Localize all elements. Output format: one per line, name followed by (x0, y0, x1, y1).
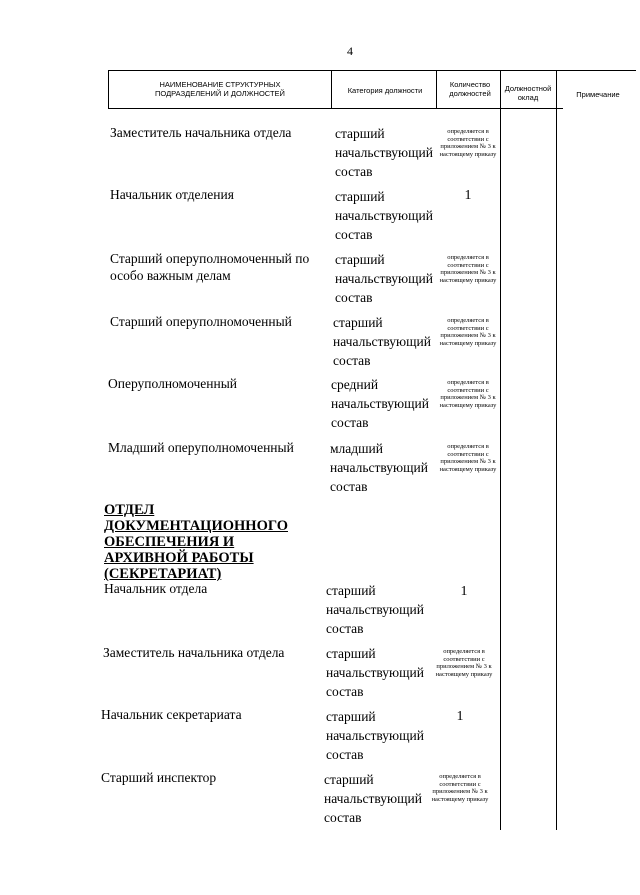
row-quantity: определяется в соответствии с приложением № 3 к настоящему приказу (439, 128, 497, 158)
header-name: НАИМЕНОВАНИЕ СТРУКТУРНЫХ ПОДРАЗДЕЛЕНИЙ И ДОЛЖНОСТЕЙ (155, 80, 285, 98)
page-number: 4 (347, 44, 353, 58)
row-category: старший начальствующий состав (333, 315, 431, 368)
row-quantity: определяется в соответствии с приложением № 3 к настоящему приказу (439, 443, 497, 473)
row-category: старший начальствующий состав (335, 189, 433, 242)
row-name: Младший оперуполномоченный (108, 440, 294, 455)
row-name: Начальник отдела (104, 581, 208, 596)
row-quantity: определяется в соответствии с приложением № 3 к настоящему приказу (439, 254, 497, 284)
row-category: старший начальствующий состав (326, 646, 424, 699)
row-name: Начальник секретариата (101, 707, 242, 722)
row-category: старший начальствующий состав (335, 252, 433, 305)
row-category: младший начальствующий состав (330, 441, 428, 494)
row-category: старший начальствующий состав (326, 709, 424, 762)
col-divider-1 (108, 70, 109, 108)
row-name: Начальник отделения (110, 187, 234, 202)
row-quantity: 1 (460, 584, 468, 599)
section-title: ОТДЕЛ ДОКУМЕНТАЦИОННОГО ОБЕСПЕЧЕНИЯ И АРХИВНОЙ РАБОТЫ (СЕКРЕТАРИАТ) (104, 502, 288, 582)
row-name: Старший оперуполномоченный (110, 314, 292, 329)
col-divider-5 (556, 70, 557, 830)
row-category: старший начальствующий состав (335, 126, 433, 179)
row-quantity: определяется в соответствии с приложением № 3 к настоящему приказу (435, 648, 493, 678)
row-category: старший начальствующий состав (326, 583, 424, 636)
header-salary: Должностной оклад (504, 84, 552, 102)
table-header-bottom-border (108, 108, 563, 109)
header-note: Примечание (576, 90, 620, 99)
header-category: Категория должности (347, 86, 423, 95)
row-quantity: 1 (464, 188, 472, 203)
row-name: Заместитель начальника отдела (110, 125, 292, 140)
row-quantity: определяется в соответствии с приложением № 3 к настоящему приказу (431, 773, 489, 803)
col-divider-2 (331, 70, 332, 108)
row-category: средний начальствующий состав (331, 377, 429, 430)
row-quantity: определяется в соответствии с приложением № 3 к настоящему приказу (439, 317, 497, 347)
header-quantity: Количество должностей (449, 80, 491, 98)
row-name: Старший оперуполномоченный по особо важным делам (110, 251, 310, 283)
row-quantity: 1 (456, 709, 464, 724)
row-name: Старший инспектор (101, 770, 217, 785)
row-category: старший начальствующий состав (324, 772, 422, 825)
row-name: Оперуполномоченный (108, 376, 238, 391)
row-quantity: определяется в соответствии с приложением № 3 к настоящему приказу (439, 379, 497, 409)
col-divider-3 (436, 70, 437, 108)
row-name: Заместитель начальника отдела (103, 645, 285, 660)
